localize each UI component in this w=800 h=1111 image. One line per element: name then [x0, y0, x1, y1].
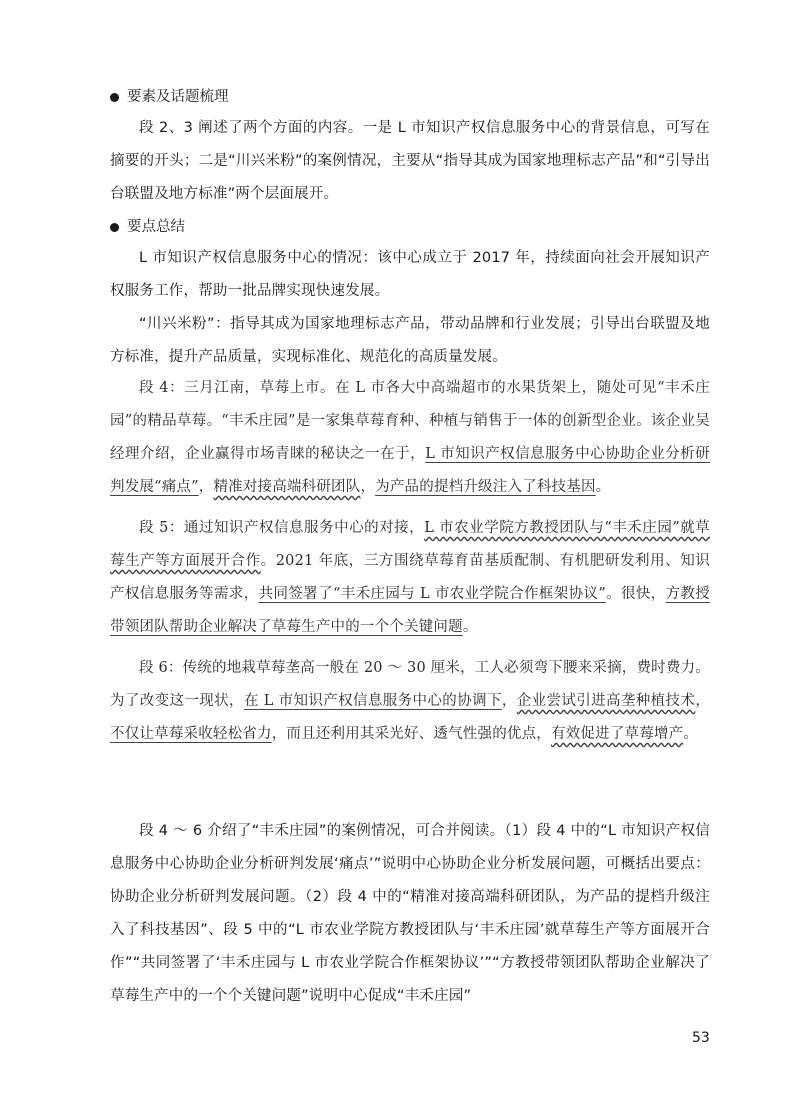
underlined-text: L 市知识产权信息服务中心协助企业分析研判发展“痛点”: [110, 446, 710, 495]
text-run: 。: [595, 479, 611, 495]
section-heading: [110, 82, 710, 112]
wavy-underlined-text: 有效促进了草莓增产: [551, 726, 684, 742]
underlined-text: 不仅让草莓采收轻松省力: [110, 726, 272, 742]
underlined-text: 在 L 市知识产权信息服务中心的协调下: [243, 693, 502, 709]
section-key-points: [110, 212, 710, 374]
text-run: ，: [360, 479, 376, 495]
paragraph: 段 4 ～ 6 介绍了“丰禾庄园”的案例情况，可合并阅读。（1）段 4 中的“L 市知识产权信息服务中心协助企业分析研判发展‘痛点’”说明中心协助企业分析发展问题，可概括出要点：协助企业分析研判发展问题。（2）段 4 中的“精准对接高端科研团队，为产品的提档升级注入了科技基因”、段 5 中的“L 市农业学院方教授团队与‘丰禾庄园’就草莓生产等方面展开合作”“共同签署了‘丰禾庄园与 L 市农业学院合作框架协议’”“方教授带领团队帮助企业解决了草莓生产中的一个个关键问题”说明中心促成“丰禾庄园”: [110, 823, 710, 1004]
text-run: 。2021 年底，三方围绕草莓育苗基质配制、有机肥研发利用、知识产权信息服务等需求，: [110, 553, 710, 602]
text-run: ，: [501, 693, 517, 709]
section-heading: [110, 212, 710, 242]
underlined-text: 方教授带领团队帮助企业解决了草莓生产中的一个个关键问题: [110, 586, 710, 635]
text-run: 段 6：传统的地栽草莓垄高一般在 20 ～ 30 厘米，工人必须弯下腰来采摘，费时费力。为了改变这一现状，: [110, 660, 710, 709]
paragraph: L 市知识产权信息服务中心的情况：该中心成立于 2017 年，持续面向社会开展知识产权服务工作，帮助一批品牌实现快速发展。: [110, 250, 710, 299]
section-summary: [110, 815, 710, 1013]
paragraph: 段 2、3 阐述了两个方面的内容。一是 L 市知识产权信息服务中心的背景信息，可写在摘要的开头；二是“川兴米粉”的案例情况，主要从“指导其成为国家地理标志产品”和“引导出台联盟及地方标准”两个层面展开。: [110, 120, 710, 202]
page-number: 53: [692, 1030, 710, 1046]
text-run: 段 5：通过知识产权信息服务中心的对接，: [139, 520, 425, 536]
text-run: 。: [683, 726, 699, 742]
bullet-icon: [110, 93, 119, 102]
section-elements-topics: [110, 82, 710, 211]
underlined-text: 为产品的提档升级注入了科技基因: [375, 479, 596, 495]
heading-text: 要点总结: [127, 219, 185, 235]
underlined-text: 共同签署了“丰禾庄园与 L 市农业学院合作框架协议”: [258, 586, 606, 602]
text-run: ，: [695, 693, 711, 709]
text-run: ，: [198, 479, 214, 495]
text-run: ，而且还利用其采光好、透气性强的优点，: [271, 726, 552, 742]
text-run: 段 4：三月江南，草莓上市。在 L 市各大中高端超市的水果货架上，随处可见“丰禾庄园”的精品草莓。“丰禾庄园”是一家集草莓育种、种植与销售于一体的创新型企业。该企业吴经理介绍，企业赢得市场青睐的秘诀之一在于，: [110, 380, 710, 462]
quoted-passage: [110, 372, 710, 751]
paragraph-6: [110, 652, 710, 751]
wavy-underlined-text: 精准对接高端科研团队: [213, 479, 361, 495]
text-run: 。很快，: [605, 586, 666, 602]
bullet-icon: [110, 223, 119, 232]
paragraph-4: [110, 372, 710, 504]
heading-text: 要素及话题梳理: [127, 89, 229, 105]
text-run: 。: [462, 619, 478, 635]
paragraph: “川兴米粉”：指导其成为国家地理标志产品，带动品牌和行业发展；引导出台联盟及地方标准，提升产品质量，实现标准化、规范化的高质量发展。: [110, 316, 710, 365]
paragraph-5: [110, 512, 710, 644]
wavy-underlined-text: 企业尝试引进高垄种植技术: [516, 693, 696, 709]
wavy-underlined-text: L 市农业学院方教授团队与“丰禾庄园”就草莓生产等方面展开合作: [110, 520, 710, 569]
